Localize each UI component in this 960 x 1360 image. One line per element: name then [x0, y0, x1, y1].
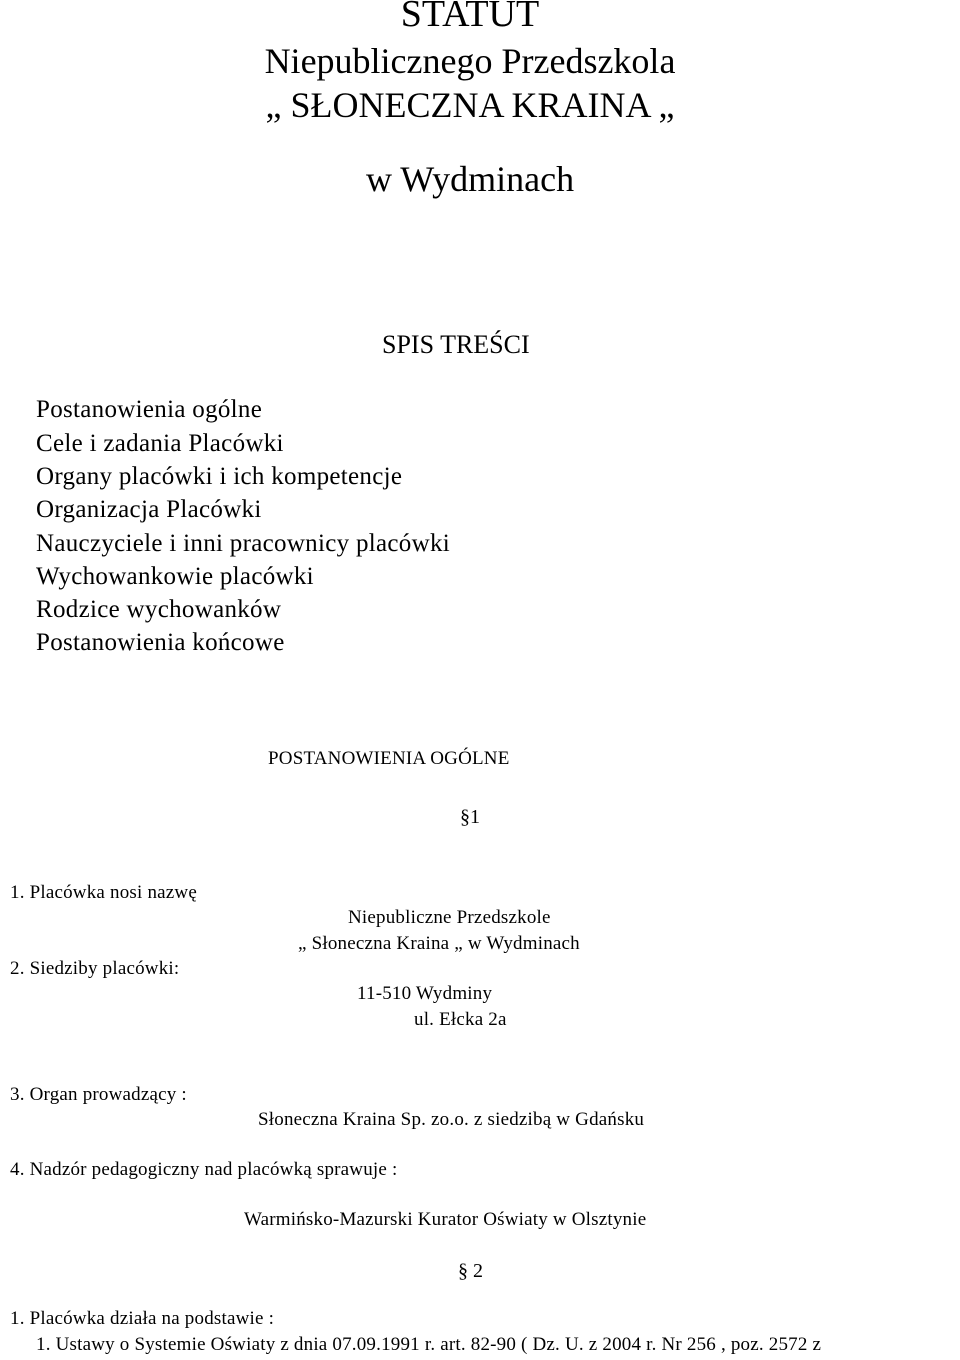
address-line: 11-510 Wydminy [357, 983, 493, 1004]
item-label: 3. Organ prowadzący : [10, 1084, 187, 1105]
kindergarten-official-name: „ Słoneczna Kraina „ w Wydminach [298, 933, 580, 954]
toc-item: Postanowienia ogólne [36, 396, 263, 423]
paragraph-mark: §1 [460, 806, 480, 828]
item-label: 4. Nadzór pedagogiczny nad placówką sprawuje : [10, 1159, 398, 1180]
section-heading: POSTANOWIENIA OGÓLNE [268, 748, 510, 769]
toc-item: Postanowienia końcowe [36, 629, 285, 656]
governing-body: Słoneczna Kraina Sp. zo.o. z siedzibą w Gdańsku [258, 1109, 645, 1130]
document-subtitle: Niepublicznego Przedszkola [264, 41, 676, 81]
toc-item: Wychowankowie placówki [36, 563, 314, 590]
toc-heading: SPIS TREŚCI [382, 330, 530, 359]
kindergarten-official-name: Niepubliczne Przedszkole [348, 907, 551, 928]
item-label: 1. Placówka nosi nazwę [10, 882, 197, 903]
kindergarten-name: „ SŁONECZNA KRAINA „ [265, 85, 675, 125]
toc-item: Nauczyciele i inni pracownicy placówki [36, 530, 451, 557]
location-line: w Wydminach [365, 159, 575, 199]
document-title: STATUT [400, 0, 540, 35]
item-label: 2. Siedziby placówki: [10, 958, 180, 979]
paragraph-mark: § 2 [458, 1260, 483, 1282]
supervising-authority: Warmińsko-Mazurski Kurator Oświaty w Olsztynie [244, 1209, 647, 1230]
item-label: 1. Placówka działa na podstawie : [10, 1308, 275, 1329]
toc-item: Rodzice wychowanków [36, 596, 282, 623]
toc-item: Organizacja Placówki [36, 496, 262, 523]
legal-basis-item: 1. Ustawy o Systemie Oświaty z dnia 07.09.1991 r. art. 82-90 ( Dz. U. z 2004 r. Nr 256 , poz. 2572 z [36, 1334, 822, 1355]
toc-item: Organy placówki i ich kompetencje [36, 463, 403, 490]
toc-item: Cele i zadania Placówki [36, 430, 284, 457]
address-line: ul. Ełcka 2a [414, 1009, 507, 1030]
